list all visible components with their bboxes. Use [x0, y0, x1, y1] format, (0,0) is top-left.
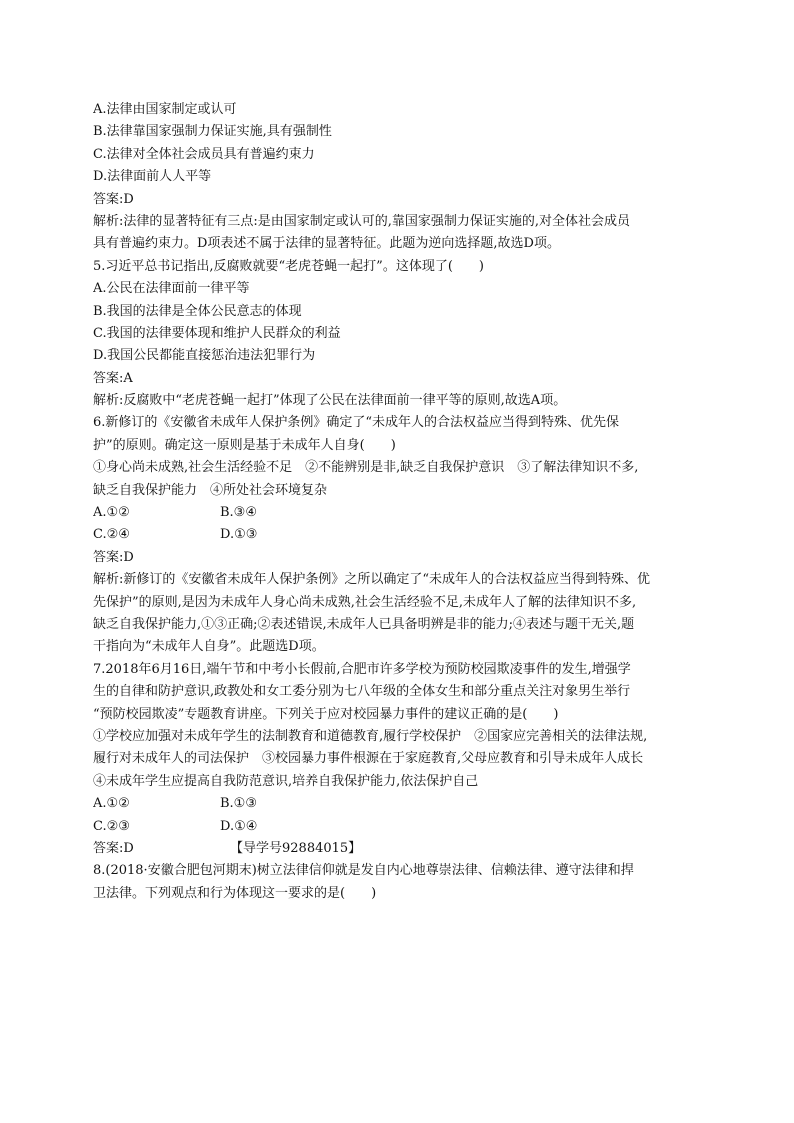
q7-option-d: D.①④	[220, 818, 258, 834]
q6-option-a: A.①②	[93, 505, 130, 521]
q7-answer: 答案:D	[93, 840, 134, 856]
q4-analysis-line: 具有普遍约束力。D项表述不属于法律的显著特征。此题为逆向选择题,故选D项。	[93, 236, 560, 252]
q6-analysis-line: 干指向为“未成年人自身”。此题选D项。	[93, 639, 325, 655]
q6-option-b: B.③④	[220, 505, 257, 521]
q7-stem-line: “预防校园欺凌”专题教育讲座。下列关于应对校园暴力事件的建议正确的是( )	[93, 706, 559, 722]
q8-stem-line: 卫法律。下列观点和行为体现这一要求的是( )	[93, 885, 377, 901]
q4-answer: 答案:D	[93, 191, 134, 207]
q6-options-row	[93, 502, 713, 524]
q5-option-b: B.我国的法律是全体公民意志的体现	[93, 303, 302, 319]
q7-statements-line: 履行对未成年人的司法保护 ③校园暴力事件根源在于家庭教育,父母应教育和引导未成年人成长	[93, 751, 644, 767]
q6-stem-line: 护”的原则。确定这一原则是基于未成年人自身( )	[93, 437, 396, 453]
q7-statements-line: ①学校应加强对未成年学生的法制教育和道德教育,履行学校保护 ②国家应完善相关的法律法规,	[93, 728, 648, 744]
q7-option-c: C.②③	[93, 818, 130, 834]
q6-analysis-line: 缺乏自我保护能力,①③正确;②表述错误,未成年人已具备明辨是非的能力;④表述与题干无关,题	[93, 616, 635, 632]
q6-stem-line: 6.新修订的《安徽省未成年人保护条例》确定了“未成年人的合法权益应当得到特殊、优先保	[93, 415, 620, 431]
q7-stem-line: 生的自律和防护意识,政教处和女工委分别为七八年级的全体女生和部分重点关注对象男生举行	[93, 684, 631, 700]
q6-answer: 答案:D	[93, 549, 134, 565]
q6-statements-line: ①身心尚未成熟,社会生活经验不足 ②不能辨别是非,缺乏自我保护意识 ③了解法律知识不多,	[93, 460, 639, 476]
q7-stem-line: 7.2018年6月16日,端午节和中考小长假前,合肥市许多学校为预防校园欺凌事件的发生,增强学	[93, 661, 631, 677]
q6-analysis-line: 先保护”的原则,是因为未成年人身心尚未成熟,社会生活经验不足,未成年人了解的法律知识不多,	[93, 594, 637, 610]
q6-option-c: C.②④	[93, 527, 130, 543]
q4-option-b: B.法律靠国家强制力保证实施,具有强制性	[93, 124, 332, 140]
q6-statements-line: 缺乏自我保护能力 ④所处社会环境复杂	[93, 482, 328, 498]
q8-stem-line: 8.(2018·安徽合肥包河期末)树立法律信仰就是发自内心地尊崇法律、信赖法律、遵守法律和捍	[93, 863, 634, 879]
q7-answer-row	[93, 838, 713, 860]
question-content	[93, 99, 713, 905]
q5-option-d: D.我国公民都能直接惩治违法犯罪行为	[93, 348, 316, 364]
q4-option-c: C.法律对全体社会成员具有普遍约束力	[93, 146, 315, 162]
q7-option-a: A.①②	[93, 796, 130, 812]
q5-option-c: C.我国的法律要体现和维护人民群众的利益	[93, 325, 341, 341]
q7-options-row	[93, 816, 713, 838]
q4-analysis-line: 解析:法律的显著特征有三点:是由国家制定或认可的,靠国家强制力保证实施的,对全体社会成员	[93, 213, 631, 229]
q4-option-a: A.法律由国家制定或认可	[93, 102, 237, 117]
q5-analysis-line: 解析:反腐败中“老虎苍蝇一起打”体现了公民在法律面前一律平等的原则,故选A项。	[93, 393, 567, 409]
q5-answer: 答案:A	[93, 370, 133, 386]
q5-option-a: A.公民在法律面前一律平等	[93, 281, 250, 297]
q6-option-d: D.①③	[220, 527, 258, 543]
q7-statements-line: ④未成年学生应提高自我防范意识,培养自我保护能力,依法保护自己	[93, 773, 479, 789]
q7-options-row	[93, 793, 713, 815]
q4-option-d: D.法律面前人人平等	[93, 169, 212, 185]
q6-analysis-line: 解析:新修订的《安徽省未成年人保护条例》之所以确定了“未成年人的合法权益应当得到特殊、优	[93, 572, 651, 588]
guide-number: 【导学号92884015】	[230, 840, 362, 856]
q7-option-b: B.①③	[220, 796, 257, 812]
q6-options-row	[93, 524, 713, 546]
q5-stem: 5.习近平总书记指出,反腐败就要“老虎苍蝇一起打”。这体现了( )	[93, 258, 484, 274]
